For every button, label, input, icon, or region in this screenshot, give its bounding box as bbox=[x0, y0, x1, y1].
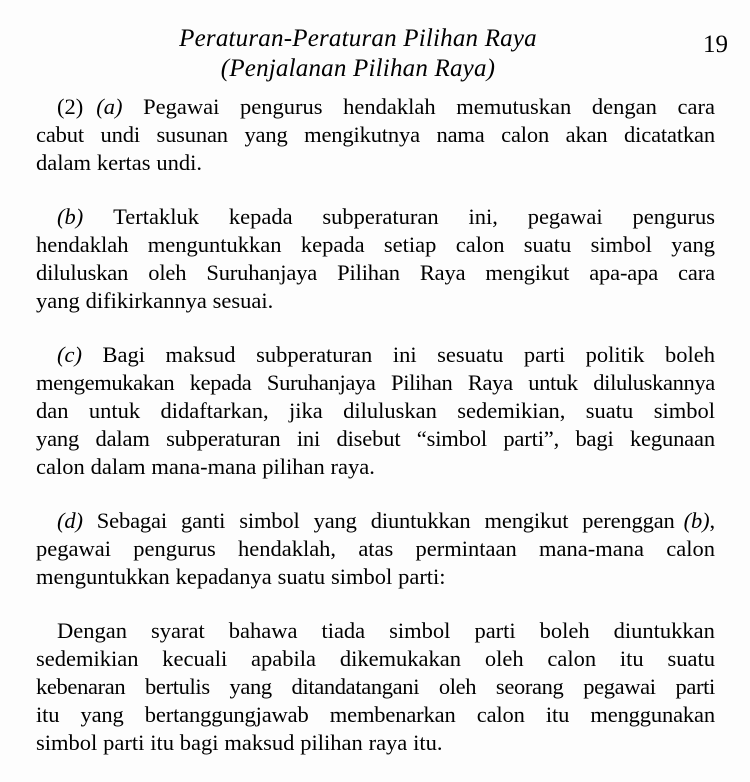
word: mengikutnya bbox=[304, 122, 420, 147]
word: mana-mana bbox=[539, 536, 644, 561]
word: didaftarkan, bbox=[160, 398, 269, 423]
word: pengurus bbox=[133, 536, 216, 561]
word: tiada bbox=[321, 618, 366, 643]
word: memutuskan bbox=[456, 94, 572, 119]
text-line bbox=[36, 564, 715, 592]
word: diluluskan bbox=[36, 260, 129, 285]
text-line bbox=[36, 702, 715, 730]
word: itu bbox=[619, 646, 644, 671]
word: pilihan bbox=[300, 730, 363, 755]
word: mengemukakan bbox=[36, 370, 175, 395]
word: sesuai. bbox=[212, 288, 274, 313]
word: kebenaran bbox=[36, 674, 126, 699]
word: itu bbox=[150, 730, 174, 755]
text-line bbox=[36, 232, 715, 260]
word: akan bbox=[565, 122, 608, 147]
word: oleh bbox=[148, 260, 187, 285]
page-header bbox=[0, 18, 750, 80]
word: sedemikian bbox=[36, 646, 139, 671]
word: calon bbox=[36, 454, 85, 479]
word: simbol bbox=[36, 730, 98, 755]
word: dengan bbox=[591, 94, 657, 119]
word: kepadanya bbox=[175, 564, 272, 589]
trailing-punctuation: , bbox=[709, 508, 715, 533]
page-number: 19 bbox=[703, 31, 728, 58]
paragraph-marker: (b) bbox=[57, 204, 84, 229]
word: calon bbox=[501, 122, 550, 147]
word: mana-mana bbox=[151, 454, 257, 479]
word: suatu bbox=[585, 398, 634, 423]
word: suatu bbox=[523, 232, 572, 257]
word: subperaturan bbox=[166, 426, 281, 451]
line-lead bbox=[36, 204, 83, 230]
word: hendaklah bbox=[36, 232, 129, 257]
word: kepada bbox=[189, 370, 252, 395]
word: maksud bbox=[224, 730, 295, 755]
word: kepada bbox=[228, 204, 293, 229]
word: dalam bbox=[90, 454, 146, 479]
word: setiap bbox=[383, 232, 437, 257]
paragraph-cross-reference: (b) bbox=[683, 508, 710, 533]
paragraph-2b bbox=[36, 204, 715, 316]
body-text-column bbox=[36, 94, 715, 758]
text-line bbox=[36, 150, 715, 178]
text-line bbox=[36, 426, 715, 454]
word: ini, bbox=[468, 204, 498, 229]
word: disebut bbox=[336, 426, 401, 451]
word: simbol bbox=[330, 564, 393, 589]
word: apabila bbox=[251, 646, 317, 671]
word: difikirkannya bbox=[85, 288, 207, 313]
word: yang bbox=[36, 426, 80, 451]
text-line bbox=[36, 342, 715, 370]
word: sedemikian, bbox=[457, 398, 566, 423]
word: hendaklah bbox=[343, 94, 436, 119]
word: politik bbox=[585, 342, 645, 367]
word: Pegawai bbox=[143, 94, 220, 119]
word: dan bbox=[36, 398, 69, 423]
word: menguntukkan bbox=[36, 564, 170, 589]
word: yang bbox=[80, 702, 124, 727]
word: subperaturan bbox=[322, 204, 439, 229]
word: Sebagai bbox=[96, 508, 167, 533]
word: itu bbox=[545, 702, 570, 727]
word: suatu bbox=[277, 564, 326, 589]
word: diluluskannya bbox=[593, 370, 715, 395]
word: membenarkan bbox=[329, 702, 456, 727]
word: Dengan bbox=[57, 618, 127, 643]
word: simbol bbox=[239, 508, 300, 533]
paragraph-proviso bbox=[36, 618, 715, 758]
word: parti bbox=[103, 730, 145, 755]
word: perenggan bbox=[582, 508, 675, 533]
text-line bbox=[36, 260, 715, 288]
text-line bbox=[36, 536, 715, 564]
word: atas bbox=[358, 536, 394, 561]
word: pegawai bbox=[583, 674, 656, 699]
text-line bbox=[36, 508, 715, 536]
word: hendaklah, bbox=[237, 536, 337, 561]
word: parti bbox=[523, 342, 566, 367]
word: dalam bbox=[36, 150, 91, 175]
text-line bbox=[36, 204, 715, 232]
word: sesuatu bbox=[437, 342, 504, 367]
word: diluluskan bbox=[343, 398, 437, 423]
text-line bbox=[36, 122, 715, 150]
header-title-line-2: (Penjalanan Pilihan Raya) bbox=[220, 55, 496, 82]
word: calon bbox=[547, 646, 597, 671]
word: Pilihan bbox=[337, 260, 400, 285]
word: menggunakan bbox=[590, 702, 715, 727]
word: bahawa bbox=[228, 618, 298, 643]
word: bagi bbox=[575, 426, 614, 451]
word: boleh bbox=[664, 342, 715, 367]
text-line bbox=[36, 454, 715, 482]
word: pegawai bbox=[36, 536, 111, 561]
paragraph-marker: (a) bbox=[96, 94, 123, 119]
text-line bbox=[36, 288, 715, 316]
word: nama bbox=[436, 122, 485, 147]
word: undi. bbox=[156, 150, 203, 175]
line-lead bbox=[36, 342, 82, 368]
word: apa-apa bbox=[589, 260, 659, 285]
word: bertulis bbox=[145, 674, 210, 699]
word: kegunaan bbox=[629, 426, 715, 451]
word: parti: bbox=[398, 564, 446, 589]
word: simbol bbox=[653, 398, 715, 423]
text-line bbox=[36, 730, 715, 758]
word: parti bbox=[675, 674, 715, 699]
word: susunan bbox=[156, 122, 228, 147]
word: untuk bbox=[528, 370, 578, 395]
word: Suruhanjaya bbox=[266, 370, 376, 395]
word: calon bbox=[476, 702, 525, 727]
word: menguntukkan bbox=[147, 232, 282, 257]
word: untuk bbox=[88, 398, 141, 423]
word: diuntukkan bbox=[370, 508, 471, 533]
word: cara bbox=[677, 94, 715, 119]
text-line bbox=[36, 398, 715, 426]
word: mengikut bbox=[484, 508, 569, 533]
word: parti”, bbox=[503, 426, 560, 451]
paragraph-marker: (c) bbox=[57, 342, 82, 367]
word: jika bbox=[289, 398, 323, 423]
word: bagi bbox=[179, 730, 219, 755]
word: dikemukakan bbox=[339, 646, 462, 671]
header-title-line-1: Peraturan-Peraturan Pilihan Raya bbox=[179, 25, 537, 52]
word: oleh bbox=[484, 646, 524, 671]
word: calon bbox=[666, 536, 715, 561]
word: oleh bbox=[438, 674, 477, 699]
word: kecuali bbox=[162, 646, 228, 671]
word: Bagi bbox=[102, 342, 146, 367]
word: “simbol bbox=[416, 426, 487, 451]
word: pilihan bbox=[262, 454, 325, 479]
word: Raya bbox=[419, 260, 466, 285]
word: dalam bbox=[95, 426, 150, 451]
word: ini bbox=[296, 426, 321, 451]
word: Tertakluk bbox=[113, 204, 199, 229]
word: parti bbox=[474, 618, 516, 643]
word: suatu bbox=[667, 646, 715, 671]
line-tail bbox=[582, 508, 715, 534]
text-line bbox=[36, 370, 715, 398]
word: subperaturan bbox=[256, 342, 373, 367]
word: pengurus bbox=[632, 204, 715, 229]
line-lead bbox=[36, 94, 123, 120]
word: yang bbox=[36, 288, 80, 313]
word: yang bbox=[313, 508, 357, 533]
word: boleh bbox=[539, 618, 590, 643]
word: Suruhanjaya bbox=[206, 260, 318, 285]
word: ditandatangani bbox=[291, 674, 420, 699]
word: simbol bbox=[389, 618, 451, 643]
word: syarat bbox=[150, 618, 205, 643]
text-line bbox=[36, 674, 715, 702]
paragraph-2c bbox=[36, 342, 715, 482]
word: yang bbox=[229, 674, 272, 699]
paragraph-2d bbox=[36, 508, 715, 592]
word: kepada bbox=[300, 232, 365, 257]
word: Pilihan bbox=[391, 370, 453, 395]
subregulation-number: (2) bbox=[57, 94, 84, 119]
word: calon bbox=[455, 232, 505, 257]
word: itu bbox=[36, 702, 60, 727]
text-line bbox=[36, 618, 715, 646]
word: yang bbox=[244, 122, 288, 147]
word: simbol bbox=[590, 232, 652, 257]
word: maksud bbox=[165, 342, 236, 367]
word: pegawai bbox=[527, 204, 603, 229]
word: raya. bbox=[330, 454, 375, 479]
word: raya bbox=[368, 730, 408, 755]
word: yang bbox=[671, 232, 715, 257]
text-line bbox=[36, 94, 715, 122]
word: pengurus bbox=[240, 94, 323, 119]
word: itu. bbox=[413, 730, 443, 755]
word: dicatatkan bbox=[624, 122, 715, 147]
word: bertanggungjawab bbox=[144, 702, 309, 727]
word: cara bbox=[678, 260, 715, 285]
text-line bbox=[36, 646, 715, 674]
word: Raya bbox=[467, 370, 513, 395]
word: diuntukkan bbox=[613, 618, 715, 643]
word: mengikut bbox=[485, 260, 570, 285]
word: cabut bbox=[36, 122, 84, 147]
line-lead bbox=[36, 618, 127, 644]
word: permintaan bbox=[415, 536, 517, 561]
paragraph-marker: (d) bbox=[57, 508, 83, 533]
word: ganti bbox=[180, 508, 226, 533]
word: undi bbox=[100, 122, 140, 147]
paragraph-2a bbox=[36, 94, 715, 178]
word: seorang bbox=[495, 674, 564, 699]
line-lead bbox=[36, 508, 83, 534]
word: kertas bbox=[96, 150, 151, 175]
word: ini bbox=[392, 342, 417, 367]
